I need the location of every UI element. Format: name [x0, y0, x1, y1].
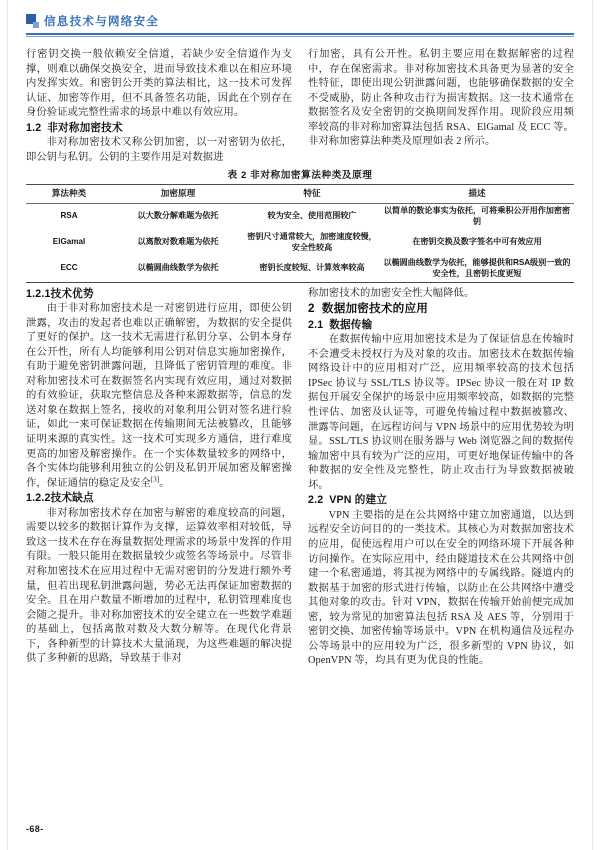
- heading-2-2-text: VPN 的建立: [329, 494, 388, 507]
- cell-algorithm: RSA: [60, 211, 78, 221]
- heading-1-2: [26, 121, 292, 137]
- paragraph-1-2-2: 非对称加密技术存在加密与解密的难度较高的问题，需要以较多的数据计算作为支撑，运算效率相对较低，导致这一技术在存在海量数据处理需求的场景中发挥的作用有限。一般只能用在数据量较少或签名等场景中。尽管非对称加密技术在应用过程中无需对密钥的分发进行额外考量，但若出现私钥泄露问题，势必无法再保证加密数据的安全。且在用户数量不断增加的过程中，私钥管理难度也会随之提升。非对称加密技术的安全建立在一些数学难题的基础上，包括离散对数及大数分解等。在现代化背景下，各种新型的计算技术大量涌现，为这些难题的解决提供了多种新的思路，导致基于非对: [26, 507, 292, 665]
- cell-principle: 以离散对数难题为依托: [137, 237, 219, 247]
- table-header-description: 描述: [380, 185, 574, 203]
- header-rule-thin: [26, 36, 574, 37]
- paragraph-after-table: 称加密技术的加密安全性大幅降低。: [308, 287, 475, 299]
- heading-2-1: [308, 318, 574, 334]
- columns-top: [26, 48, 574, 165]
- left-column-top: [26, 48, 292, 165]
- heading-2-number: 2: [308, 302, 315, 316]
- table-2-block: [26, 167, 574, 282]
- heading-2-1-number: 2.1: [308, 318, 324, 331]
- cell-algorithm: ElGamal: [52, 237, 86, 247]
- paragraph-2-1: 在数据传输中应用加密技术是为了保证信息在传输时不会遭受未授权行为及对象的攻击。加密技术在数据传输网络设计中的应用相对广泛，应用频率较高的技术包括 IPSec 协议与 SSL/TLS 协议等。IPSec 协议一般在对 IP 数据包开展安全保护的场景中应用频率较高，如数据的完整性评估、加密及认证等，可避免传输过程中数据被篡改、泄露等问题，在远程访问与 VPN 场景中的应用优势较为明显。SSL/TLS 协议则在服务器与 Web 浏览器之间的数据传输加密中具有较为广泛的应用，可更好地保证传输中的各种数据的安全性及完整性，防止攻击行为导致数据被破坏。: [308, 334, 574, 491]
- heading-2-1-text: 数据传输: [329, 318, 373, 331]
- header-rule-thick: [26, 33, 574, 35]
- columns-bottom: [26, 287, 574, 669]
- paragraph-2-2: VPN 主要指的是在公共网络中建立加密通道，以达到远程安全访问目的的一类技术。其核心为对数据加密技术的应用，促使远程用户可以在安全的网络环境下开展各种访问操作。在实际应用中，经由隧道技术在公共网络中创建一个私密通道，将其视为网络中的专属线路。隧道内的数据基于加密的形式进行传输，以防止在公共网络中遭受其他对象的攻击。针对 VPN，数据在传输开始前便完成加密，较为常见的加密算法包括 RSA 及 AES 等，分别用于密钥交换、加密传输等场景中。VPN 在机构通信及远程办公等场景中的应用较为广泛，很多新型的 VPN 协议，如 OpenVPN 等，均具有更为优良的性能。: [308, 509, 574, 667]
- paragraph-1-2-1: [26, 302, 292, 491]
- header-title: 信息技术与网络安全: [44, 16, 160, 28]
- table-row: [26, 256, 574, 283]
- heading-2-2: [308, 493, 574, 509]
- heading-1-2-text: 非对称加密技术: [47, 121, 123, 134]
- heading-2-text: 数据加密技术的应用: [321, 302, 429, 316]
- heading-1-2-1-text: 技术优势: [50, 287, 94, 300]
- paragraph-1-2-1-tail: 。: [159, 477, 170, 489]
- page-number: -68-: [26, 824, 44, 834]
- heading-1-2-2: [26, 491, 292, 507]
- left-continued-paragraph: 行密钥交换一般依赖安全信道，若缺少安全信道作为支撑，则难以确保交换安全，进而导致技术难以在相应环境内发挥实效。和密钥公开类的算法相比，这一技术可发挥认证、加密等作用，但不具备签名功能，因此在个别存在身份验证或完整性需求的场景中难以有效应用。: [26, 49, 292, 119]
- right-continued-paragraph: 行加密，具有公开性。私钥主要应用在数据解密的过程中，存在保密需求。非对称加密技术具备更为显著的安全性特征，即使出现公钥泄露问题，也能够确保数据的安全不受威胁，防止各种攻击行为损害数据。这一技术通常在数据签名及安全密钥的交换期间发挥作用。现阶段应用频率较高的非对称加密算法包括 RSA、ElGamal 及 ECC 等。非对称加密算法种类及原理如表 2 所示。: [308, 49, 574, 148]
- heading-2-2-number: 2.2: [308, 494, 324, 507]
- heading-2: [308, 301, 574, 318]
- cell-principle: 以大数分解难题为依托: [137, 211, 219, 221]
- heading-1-2-2-number: 1.2.2: [26, 492, 51, 505]
- heading-1-2-1-number: 1.2.1: [26, 287, 51, 300]
- table-2: [26, 184, 574, 282]
- cell-feature: 较为安全、使用范围较广: [267, 211, 357, 221]
- left-column-bottom: [26, 287, 292, 667]
- heading-1-2-1: [26, 287, 292, 303]
- table-header-principle: 加密原理: [112, 185, 244, 203]
- table-2-caption: 表 2 非对称加密算法种类及原理: [227, 170, 373, 182]
- cell-feature: 密钥尺寸通常较大，加密速度较慢，安全性较高: [247, 231, 377, 252]
- table-header-row: [26, 185, 574, 203]
- table-row: [26, 203, 574, 230]
- table-header-algorithm: 算法种类: [26, 185, 112, 203]
- heading-1-2-2-text: 技术缺点: [50, 492, 94, 505]
- paragraph-1-2-1-body: 由于非对称加密技术是一对密钥进行应用，即使公钥泄露，攻击的发起者也难以正确解密，为数据的安全提供了更好的保护。这一技术无需进行私钥分享、公钥本身存在公开性，所有人均能够利用公钥对信息实施加密操作，有助于避免密钥泄露问题，且降低了密钥管理的难度。非对称加密技术可在数据签名内实现有效应用，通过对数据的有效验证，获取完整信息及各种来源数据等，信息的发送对象在数据上签名，接收的对象利用公钥对签名进行验证，如此一来可保证数据在传输期间无法被篡改，且能够证明来源的真实性。这一技术可实现多方通信，进行难度更高的加密及解密操作。在一个实体数量较多的网络中，各个实体均能够利用独立的公钥及私钥开展加密及解密操作，保证通信的稳定及安全: [26, 303, 292, 489]
- running-header: [26, 13, 574, 39]
- paragraph-1-2: 非对称加密技术又称公钥加密，以一对密钥为依托，即公钥与私钥。公钥的主要作用是对数据进: [26, 137, 292, 163]
- cell-description: 在密钥交换及数字签名中可有效应用: [412, 237, 542, 247]
- table-row: [26, 230, 574, 256]
- right-column-top: [308, 48, 574, 150]
- reference-marker: [3]: [150, 475, 160, 484]
- page-body: [26, 48, 574, 810]
- cell-feature: 密钥长度较短、计算效率较高: [244, 256, 380, 283]
- cell-principle: 以椭圆曲线数学为依托: [112, 256, 244, 283]
- cell-description: 以简单的数论事实为依托，可将乘积公开用作加密密钥: [383, 205, 571, 226]
- page-edge-right: [592, 0, 593, 850]
- page-edge-left: [7, 0, 8, 850]
- cell-algorithm: ECC: [26, 256, 112, 283]
- cell-description: 以椭圆曲线数学为依托，能够提供和RSA级别一致的安全性，且密钥长度更短: [380, 256, 574, 283]
- header-square-icon: [26, 14, 39, 29]
- right-column-bottom: [308, 287, 574, 669]
- table-header-feature: 特征: [244, 185, 380, 203]
- heading-1-2-number: 1.2: [26, 121, 42, 134]
